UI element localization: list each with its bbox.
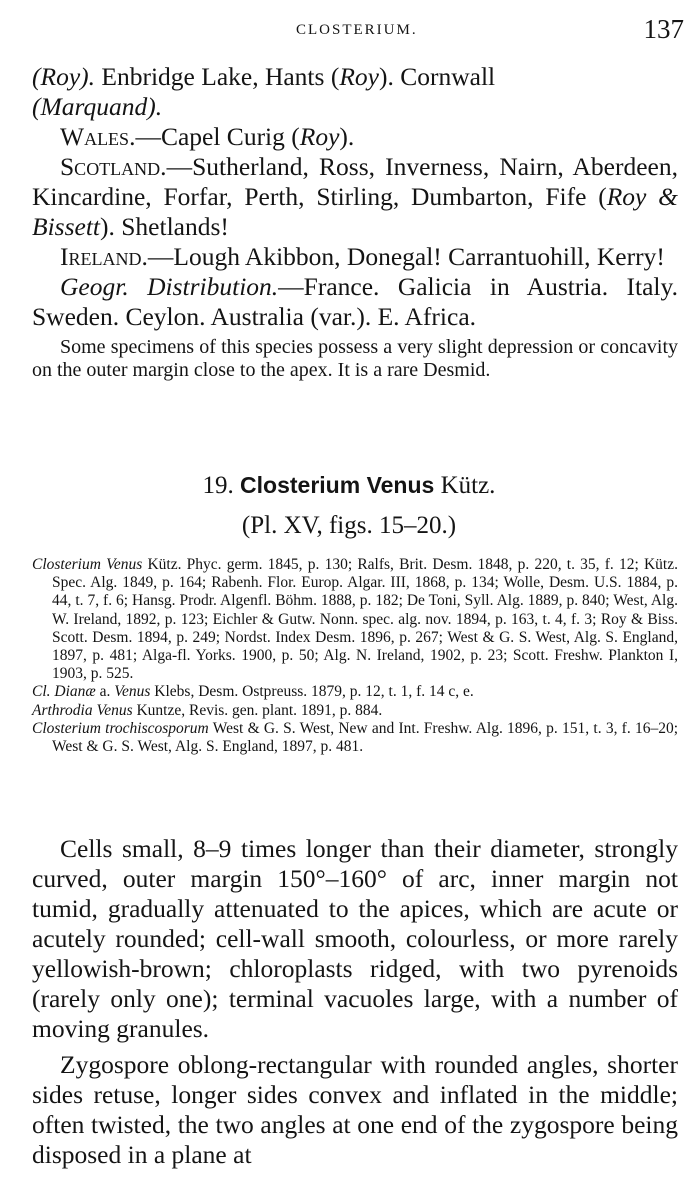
wales-paragraph bbox=[32, 122, 678, 152]
species-author: Kütz. bbox=[434, 472, 496, 499]
synonym-citation: Kütz. Phyc. germ. 1845, p. 130; Ralfs, Brit. Desm. 1848, p. 220, t. 35, f. 12; Kütz. Spec. Alg. 1849, p. 164; Rabenh. Flor. Europ. Algar. III, 1868, p. 134; Wolle, Desm. U.S. 1884, p. 44, t. 7, f. 6; Hansg. Prodr. Algenfl. Böhm. 1888, p. 182; De Toni, Syll. Alg. 1889, p. 840; West, Alg. W. Ireland, 1892, p. 123; Eichler & Gutw. Nonn. spec. alg. nov. 1894, p. 163, t. 4, f. 3; Roy & Biss. Scott. Desm. 1894, p. 249; Nordst. Index Desm. 1896, p. 267; West & G. S. West, Alg. S. England, 1897, p. 481; Alga-fl. Yorks. 1900, p. 50; Alg. N. Ireland, 1902, p. 23; Scott. Freshw. Plankton I, 1903, p. 525. bbox=[52, 556, 678, 683]
geogr-text: —France. Galicia in Austria. Italy. Sweden. Ceylon. Australia (var.). E. Africa. bbox=[32, 272, 678, 331]
england-ital-2: Roy bbox=[339, 62, 379, 91]
synonym-name: Closterium Venus bbox=[32, 556, 143, 573]
synonym-name: Closterium trochiscosporum bbox=[32, 719, 209, 737]
geogr-label: Geogr. Distribution. bbox=[60, 272, 279, 301]
synonym-entry bbox=[32, 683, 678, 701]
england-text-2: ). Cornwall bbox=[378, 62, 496, 91]
geogr-paragraph bbox=[32, 272, 678, 332]
scotland-label: Scotland. bbox=[60, 152, 167, 181]
species-heading bbox=[0, 472, 698, 500]
scotland-paragraph bbox=[32, 152, 678, 242]
wales-end: ). bbox=[339, 122, 355, 151]
scotland-ital: Roy & Bissett bbox=[32, 182, 678, 241]
england-continued bbox=[32, 62, 678, 122]
synonym-citation: a. bbox=[95, 683, 115, 701]
england-text-1: Enbridge Lake, Hants ( bbox=[95, 62, 340, 91]
zygospore-description: Zygospore oblong-rectangular with rounded angles, shorter sides retuse, longer sides convex and inflated in the middle; often twisted, the two angles at one end of the zygospore being disposed in a plane at bbox=[32, 1050, 678, 1169]
synonym-entry bbox=[32, 702, 678, 720]
ireland-text: —Lough Akibbon, Donegal! Carrantuohill, Kerry! bbox=[147, 242, 665, 271]
description-section bbox=[32, 834, 678, 1170]
wales-ital: Roy bbox=[299, 122, 340, 151]
plate-reference: (Pl. XV, figs. 15–20.) bbox=[241, 512, 457, 539]
cell-description: Cells small, 8–9 times longer than their diameter, strongly curved, outer margin 150°–160° of arc, inner margin not tumid, gradually attenuated to the apices, which are acute or acutely rounded; cell-wall smooth, colourless, or more rarely yellowish-brown; chloroplasts ridged, with two pyrenoids (rarely only one); terminal vacuoles large, with a number of moving granules. bbox=[32, 834, 678, 1043]
distribution-section bbox=[32, 62, 678, 382]
synonym-citation-2: Klebs, Desm. Ostpreuss. 1879, p. 12, t. 1, f. 14 c, e. bbox=[150, 683, 474, 701]
synonym-citation: West & G. S. West, New and Int. Freshw. Alg. 1896, p. 151, t. 3, f. 16–20; West & G. S. West, Alg. S. England, 1897, p. 481. bbox=[52, 719, 679, 756]
ireland-label: Ireland. bbox=[60, 242, 148, 271]
england-ital-3: (Marquand). bbox=[32, 92, 163, 121]
synonym-name-2: Venus bbox=[114, 683, 151, 701]
species-name: Closterium Venus bbox=[240, 472, 435, 498]
note-paragraph: Some specimens of this species possess a very slight depression or concavity on the outer margin close to the apex. It is a rare Desmid. bbox=[32, 336, 678, 381]
species-number: 19. bbox=[202, 472, 234, 499]
synonym-entry bbox=[32, 556, 678, 683]
page-header bbox=[0, 14, 698, 54]
page-number: 137 bbox=[643, 14, 684, 44]
scotland-end: ). Shetlands! bbox=[100, 212, 229, 241]
running-head: CLOSTERIUM. bbox=[296, 22, 418, 38]
scotland-text: —Sutherland, Ross, Inverness, Nairn, Aberdeen, Kincardine, Forfar, Perth, Stirling, Dumbarton, Fife ( bbox=[32, 152, 678, 211]
wales-text: —Capel Curig ( bbox=[135, 122, 300, 151]
synonymy-section bbox=[32, 556, 678, 756]
synonym-entry bbox=[32, 720, 678, 756]
england-ital-1: (Roy). bbox=[32, 62, 96, 91]
wales-label: Wales. bbox=[60, 122, 136, 151]
ireland-paragraph bbox=[32, 242, 678, 272]
synonym-citation: Kuntze, Revis. gen. plant. 1891, p. 884. bbox=[132, 701, 383, 719]
synonym-name: Cl. Dianæ bbox=[32, 683, 96, 701]
synonym-name: Arthrodia Venus bbox=[32, 701, 133, 719]
